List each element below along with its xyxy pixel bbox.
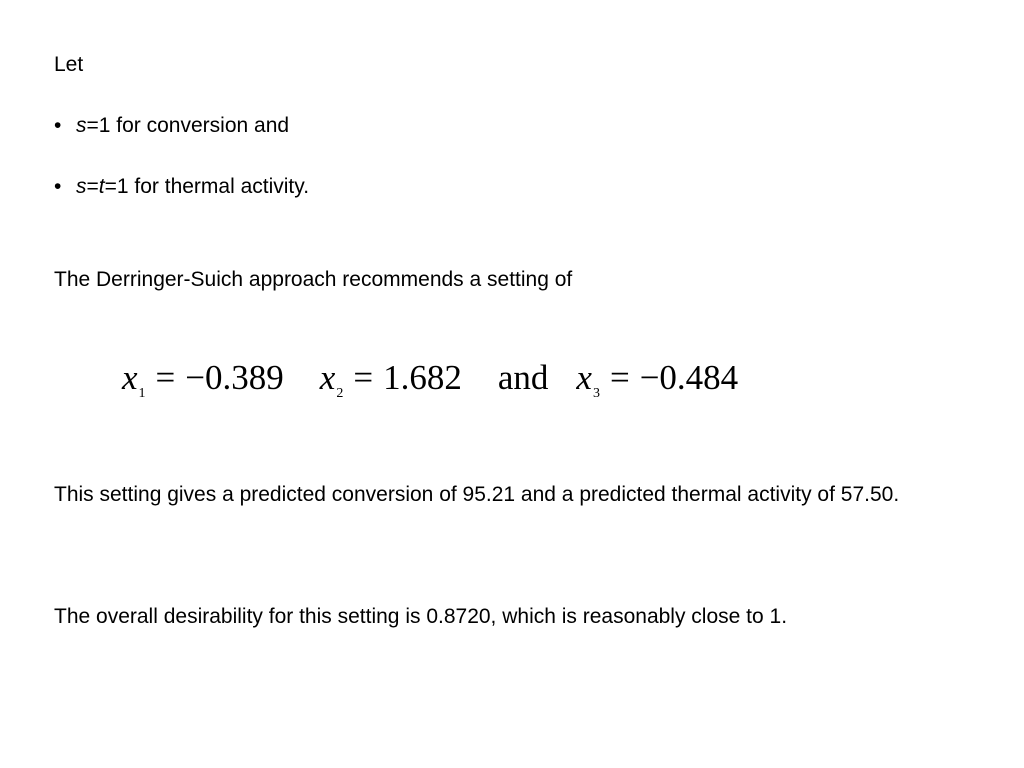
- x3-value: −0.484: [639, 358, 739, 397]
- bullet-item-conversion: [54, 111, 289, 141]
- x1-variable: x: [122, 358, 138, 397]
- x2-variable: x: [319, 358, 336, 397]
- predicted-text: This setting gives a predicted conversion of 95.21 and a predicted thermal activity of 57.50.: [54, 483, 900, 506]
- x3-subscript: 3: [592, 386, 600, 401]
- bullet-dot: •: [54, 175, 62, 198]
- x3-variable: x: [576, 358, 592, 397]
- x2-value: 1.682: [383, 358, 462, 397]
- x1-term: [122, 358, 284, 401]
- equals-sign: =: [86, 114, 99, 137]
- intro-text: Let: [54, 53, 84, 76]
- x2-term: [319, 358, 462, 401]
- x1-value: −0.389: [185, 358, 284, 397]
- x1-subscript: 1: [138, 386, 146, 401]
- setting-equation: [122, 353, 738, 419]
- and-word: and: [497, 358, 549, 397]
- bullet-item-thermal: [54, 172, 309, 202]
- bullet-dot: •: [54, 114, 62, 137]
- bullet-text: 1 for conversion and: [98, 114, 290, 137]
- overall-desirability-text: The overall desirability for this setting is 0.8720, which is reasonably close to 1.: [54, 605, 788, 628]
- x3-term: [576, 358, 739, 401]
- variable-s: s: [76, 175, 87, 198]
- x2-equals: =: [353, 358, 374, 397]
- x2-subscript: 2: [336, 386, 344, 401]
- variable-s: s: [76, 114, 87, 137]
- approach-text: The Derringer-Suich approach recommends a setting of: [54, 268, 573, 291]
- x1-equals: =: [155, 358, 176, 397]
- variable-t: t: [98, 175, 105, 198]
- equals-sign: =: [104, 175, 117, 198]
- bullet-text: 1 for thermal activity.: [116, 175, 310, 198]
- x3-equals: =: [609, 358, 630, 397]
- equals-sign: =: [86, 175, 99, 198]
